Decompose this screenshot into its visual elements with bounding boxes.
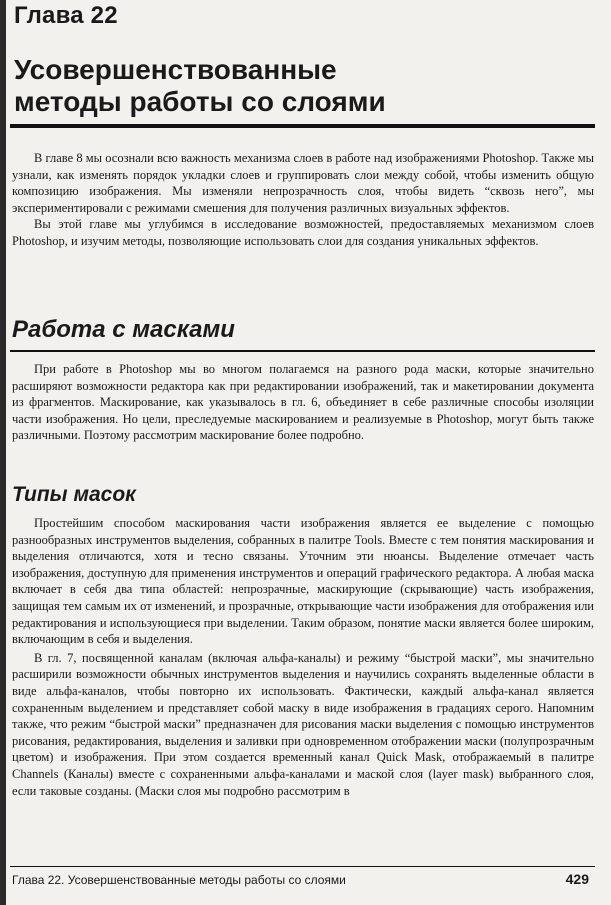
- running-footer-title: Глава 22. Усовершенствованные методы работы со слоями: [12, 873, 346, 887]
- section-rule: [10, 350, 595, 352]
- intro-paragraph-1: В главе 8 мы осознали всю важность механизма слоев в работе над изображениями Photoshop. Также мы узнали, как изменять порядок укладки слоев и группировать слои между собой, чтобы изменить общую композицию изображения. Мы изменяли непрозрачность слоя, чтобы видеть “сквозь него”, мы экспериментировали с режимами смешения для получения различных визуальных эффектов.: [12, 151, 594, 215]
- mask-types-text: [12, 515, 594, 799]
- masks-paragraph-1: При работе в Photoshop мы во многом полагаемся на разного рода маски, которые значительно расширяют возможности редактора как при редактировании изображений, так и макетировании документа из фрагментов. Маскирование, как указывалось в гл. 6, объединяет в себе различные способы изоляции части изображения. Но цели, преследуемые маскированием и реализуемые в Photoshop, могут быть также различными. Поэтому рассмотрим маскирование более подробно.: [12, 362, 594, 442]
- section-heading-masks: Работа с масками: [12, 316, 235, 343]
- masks-text: [12, 361, 594, 444]
- footer-rule: [10, 866, 595, 867]
- subsection-heading-mask-types: Типы масок: [12, 483, 136, 506]
- chapter-title-line-2: методы работы со слоями: [14, 86, 386, 117]
- mask-types-paragraph-1: Простейшим способом маскирования части изображения является ее выделение с помощью разнообразных инструментов выделения, собранных в палитре Tools. Вместе с тем понятия маскирования и выделения отличаются, хотя и тесно связаны. Уточним эти нюансы. Выделение отмечает часть изображения, доступную для применения инструментов и операций графического редактора. А любая маска включает в себя два типа областей: непрозрачные, маскирующие (скрывающие) часть изображения, защищая тем самым их от изменений, и прозрачные, открывающие части изображения для отображения или редактирования и использующиеся при выделении. Таким образом, понятие маски является более широким, включающим в себя и выделения.: [12, 516, 594, 647]
- chapter-title-line-1: Усовершенствованные: [14, 54, 337, 85]
- page-binding-edge: [0, 0, 6, 905]
- mask-types-paragraph-2: В гл. 7, посвященной каналам (включая альфа-каналы) и режиму “быстрой маски”, мы значительно расширили возможности обычных инструментов выделения и научились сохранять выделенные области в виде альфа-каналов, чтобы повторно их использовать. Фактически, каждый альфа-канал является сохраненным выделением и представляет собой маску в виде изображения в градациях серого. Напомним также, что режим “быстрой маски” предназначен для рисования маски выделения с помощью инструментов рисования, редактирования, выделения и заливки при одновременном отображении маски (полупрозрачным цветом) и изображения. При этом создается временный канал Quick Mask, отображаемый в палитре Channels (Каналы) вместе с сохраненными альфа-каналами и маской слоя (layer mask) выбранного слоя, если таковые созданы. (Маски слоя мы подробно рассмотрим в: [12, 650, 594, 798]
- page-number: 429: [565, 871, 589, 887]
- chapter-label: Глава 22: [14, 2, 118, 29]
- intro-paragraph-2: Вы этой главе мы углубимся в исследование возможностей, предоставляемых механизмом слоев Photoshop, и изучим методы, позволяющие использовать слои для создания уникальных эффектов.: [12, 217, 594, 248]
- chapter-title: [14, 54, 594, 118]
- title-rule: [10, 124, 595, 128]
- intro-text: [12, 150, 594, 249]
